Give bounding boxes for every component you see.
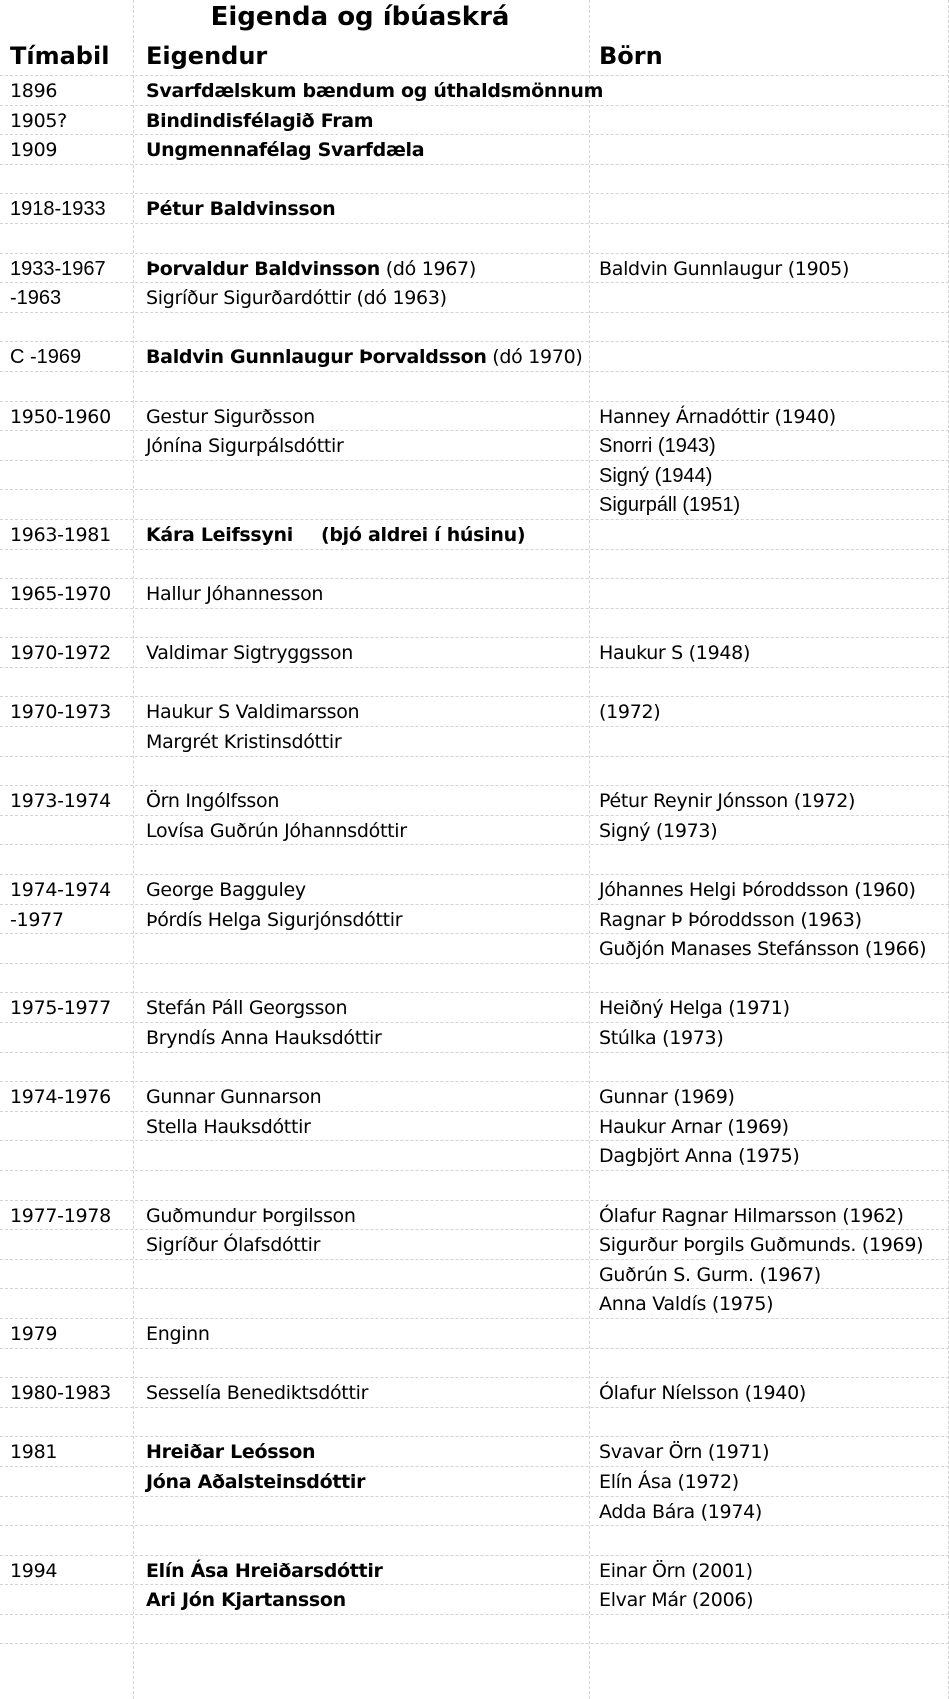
table-row: [0, 1230, 949, 1260]
table-row: [0, 668, 949, 698]
period-cell: 1933-1967: [10, 257, 106, 280]
owner-cell: [146, 525, 293, 545]
table-row: [0, 1141, 949, 1171]
owner-cell: [146, 910, 402, 930]
period-cell: 1974-1976: [10, 1086, 111, 1109]
owner-name: Haukur S Valdimarsson: [146, 701, 360, 724]
owner-name: Ungmennafélag Svarfdæla: [146, 139, 425, 162]
owner-name: Bryndís Anna Hauksdóttir: [146, 1027, 382, 1049]
owner-cell: [146, 998, 347, 1018]
table-row: [0, 520, 949, 550]
children-cell: Pétur Reynir Jónsson (1972): [599, 790, 856, 813]
table-row: [0, 1201, 949, 1231]
table-row: [0, 1526, 949, 1556]
owner-name: Kára Leifssyni: [146, 523, 293, 546]
owner-name: Enginn: [146, 1322, 210, 1345]
owner-name: Stella Hauksdóttir: [146, 1115, 311, 1138]
children-cell: Anna Valdís (1975): [599, 1293, 774, 1316]
table-header: [0, 38, 949, 76]
owner-cell: [146, 732, 341, 752]
owner-cell: [146, 643, 353, 663]
owner-name: George Bagguley: [146, 879, 306, 902]
table-row: [0, 224, 949, 254]
children-cell: Elín Ása (1972): [599, 1470, 739, 1493]
period-cell: 1950-1960: [10, 405, 111, 428]
owner-name: Hallur Jóhannesson: [146, 583, 324, 606]
table-row: [0, 1053, 949, 1083]
table-row: [0, 1556, 949, 1586]
children-cell: Adda Bára (1974): [599, 1500, 763, 1523]
table-row: [0, 490, 949, 520]
owner-cell: [146, 702, 359, 722]
period-cell: 1977-1978: [10, 1204, 111, 1227]
children-cell: Heiðný Helga (1971): [599, 997, 790, 1020]
period-cell: 1970-1973: [10, 701, 111, 724]
table-row: [0, 638, 949, 668]
owner-cell: [146, 1235, 320, 1255]
period-cell: 1963-1981: [10, 523, 111, 546]
table-row: [0, 964, 949, 994]
period-cell: -1977: [10, 908, 64, 931]
table-row: [0, 1171, 949, 1201]
table-row: [0, 313, 949, 343]
table-row: [0, 76, 949, 106]
owner-cell: [146, 1117, 311, 1137]
period-cell: 1994: [10, 1559, 58, 1582]
table-row: [0, 372, 949, 402]
owner-death-note: (dó 1967): [380, 257, 476, 280]
owner-death-note: (dó 1970): [486, 346, 583, 369]
table-row: [0, 1112, 949, 1142]
owner-name: Svarfdælskum bændum og úthaldsmönnum: [146, 80, 604, 102]
children-cell: Gunnar (1969): [599, 1086, 735, 1109]
owner-cell: [146, 791, 279, 811]
table-row: [0, 165, 949, 195]
header-owners: Eigendur: [146, 42, 268, 70]
period-cell: 1965-1970: [10, 583, 111, 606]
owner-name: Lovísa Guðrún Jóhannsdóttir: [146, 819, 407, 842]
owner-name: Þorvaldur Baldvinsson: [146, 257, 381, 280]
period-cell: 1909: [10, 139, 58, 162]
children-cell: Baldvin Gunnlaugur (1905): [599, 257, 850, 280]
table-row: [0, 993, 949, 1023]
children-cell: Svavar Örn (1971): [599, 1441, 770, 1464]
table-row: [0, 905, 949, 935]
owner-cell: [146, 259, 476, 279]
owner-cell: [146, 1472, 365, 1492]
owner-cell: [146, 111, 373, 131]
table-row: [0, 697, 949, 727]
table-row: [0, 1349, 949, 1379]
owner-cell: [146, 407, 315, 427]
table-row: [0, 609, 949, 639]
register-table: [0, 76, 949, 1644]
period-cell: 1918-1933: [10, 198, 106, 221]
table-row: [0, 1319, 949, 1349]
table-row: [0, 1615, 949, 1645]
children-cell: Stúlka (1973): [599, 1027, 724, 1049]
owner-cell: [146, 1324, 210, 1344]
table-row: [0, 1408, 949, 1438]
table-row: [0, 402, 949, 432]
owner-cell: [146, 1206, 356, 1226]
table-row: [0, 254, 949, 284]
table-row: [0, 1289, 949, 1319]
owner-cell: [146, 1383, 368, 1403]
table-row: [0, 1497, 949, 1527]
table-row: [0, 934, 949, 964]
table-row: [0, 431, 949, 461]
table-row: [0, 194, 949, 224]
period-cell: 1973-1974: [10, 790, 111, 813]
children-cell: Jóhannes Helgi Þóroddsson (1960): [599, 879, 916, 902]
table-row: [0, 1260, 949, 1290]
children-cell: Guðrún S. Gurm. (1967): [599, 1263, 821, 1286]
children-cell: Guðjón Manases Stefánsson (1966): [599, 938, 927, 961]
owner-name: Guðmundur Þorgilsson: [146, 1204, 356, 1227]
page-title: Eigenda og íbúaskrá: [210, 2, 510, 32]
owner-name: Gestur Sigurðsson: [146, 405, 315, 428]
children-cell: Einar Örn (2001): [599, 1559, 753, 1582]
children-cell: Ragnar Þ Þóroddsson (1963): [599, 908, 862, 931]
period-cell: 1896: [10, 80, 58, 102]
owner-name: Sigríður Sigurðardóttir (dó 1963): [146, 287, 447, 310]
children-cell: Sigurpáll (1951): [599, 494, 741, 517]
header-period: Tímabil: [10, 42, 110, 70]
period-cell: C -1969: [10, 346, 82, 369]
table-row: [0, 342, 949, 372]
table-row: [0, 579, 949, 609]
children-cell: Snorri (1943): [599, 435, 716, 458]
table-row: [0, 1082, 949, 1112]
owner-cell: [146, 1442, 315, 1462]
period-cell: 1974-1974: [10, 879, 111, 902]
table-row: [0, 875, 949, 905]
table-row: [0, 1023, 949, 1053]
owner-cell: [146, 1561, 383, 1581]
owner-cell: [146, 584, 323, 604]
owner-cell: [146, 81, 603, 101]
children-cell: Ólafur Níelsson (1940): [599, 1382, 807, 1405]
owner-cell: [146, 199, 335, 219]
owner-cell: [146, 880, 306, 900]
owner-name: Hreiðar Leósson: [146, 1441, 316, 1464]
table-row: [0, 1467, 949, 1497]
children-cell: Ólafur Ragnar Hilmarsson (1962): [599, 1204, 904, 1227]
period-cell: -1963: [10, 287, 62, 310]
table-row: [0, 550, 949, 580]
owner-name: Elín Ása Hreiðarsdóttir: [146, 1559, 383, 1582]
period-cell: 1975-1977: [10, 997, 111, 1020]
children-cell: Haukur Arnar (1969): [599, 1115, 789, 1138]
table-row: [0, 845, 949, 875]
owner-name: Ari Jón Kjartansson: [146, 1589, 346, 1612]
children-cell: (1972): [599, 701, 661, 724]
children-cell: Signý (1944): [599, 464, 713, 487]
owner-name: Margrét Kristinsdóttir: [146, 731, 342, 754]
children-cell: Hanney Árnadóttir (1940): [599, 405, 836, 428]
children-cell: Haukur S (1948): [599, 642, 751, 665]
owner-cell: [146, 1028, 382, 1048]
children-cell: Signý (1973): [599, 819, 718, 842]
period-cell: 1979: [10, 1322, 58, 1345]
table-row: [0, 1585, 949, 1615]
owner-name: Gunnar Gunnarson: [146, 1086, 322, 1109]
table-row: [0, 135, 949, 165]
header-children: Börn: [599, 42, 663, 70]
owner-name: Sigríður Ólafsdóttir: [146, 1234, 321, 1257]
owner-cell: [146, 436, 343, 456]
table-row: [0, 106, 949, 136]
owner-name: Pétur Baldvinsson: [146, 198, 336, 221]
owner-name: Þórdís Helga Sigurjónsdóttir: [146, 908, 403, 931]
period-cell: 1905?: [10, 109, 67, 132]
owner-note: (bjó aldrei í húsinu): [321, 523, 526, 546]
children-cell: Sigurður Þorgils Guðmunds. (1969): [599, 1234, 924, 1257]
period-cell: 1970-1972: [10, 642, 111, 665]
owner-name: Bindindisfélagið Fram: [146, 109, 374, 132]
table-row: [0, 461, 949, 491]
owner-name: Baldvin Gunnlaugur Þorvaldsson: [146, 346, 487, 369]
owner-name: Sesselía Benediktsdóttir: [146, 1382, 369, 1405]
owner-cell: [146, 1087, 321, 1107]
owner-cell: [146, 821, 407, 841]
owner-cell: [146, 140, 424, 160]
table-row: [0, 1437, 949, 1467]
table-row: [0, 816, 949, 846]
table-row: [0, 1378, 949, 1408]
children-cell: Elvar Már (2006): [599, 1589, 754, 1612]
owner-name: Jóna Aðalsteinsdóttir: [146, 1470, 366, 1493]
owner-name: Jónína Sigurpálsdóttir: [146, 435, 344, 458]
table-row: [0, 786, 949, 816]
table-row: [0, 757, 949, 787]
owner-cell: [146, 288, 447, 308]
owner-cell: [146, 347, 583, 367]
owner-name: Valdimar Sigtryggsson: [146, 642, 353, 665]
owner-name: Örn Ingólfsson: [146, 790, 280, 813]
children-cell: Dagbjört Anna (1975): [599, 1145, 800, 1168]
period-cell: 1980-1983: [10, 1382, 111, 1405]
table-row: [0, 283, 949, 313]
table-row: [0, 727, 949, 757]
owner-cell: [146, 1590, 346, 1610]
owner-name: Stefán Páll Georgsson: [146, 997, 348, 1020]
period-cell: 1981: [10, 1441, 58, 1464]
